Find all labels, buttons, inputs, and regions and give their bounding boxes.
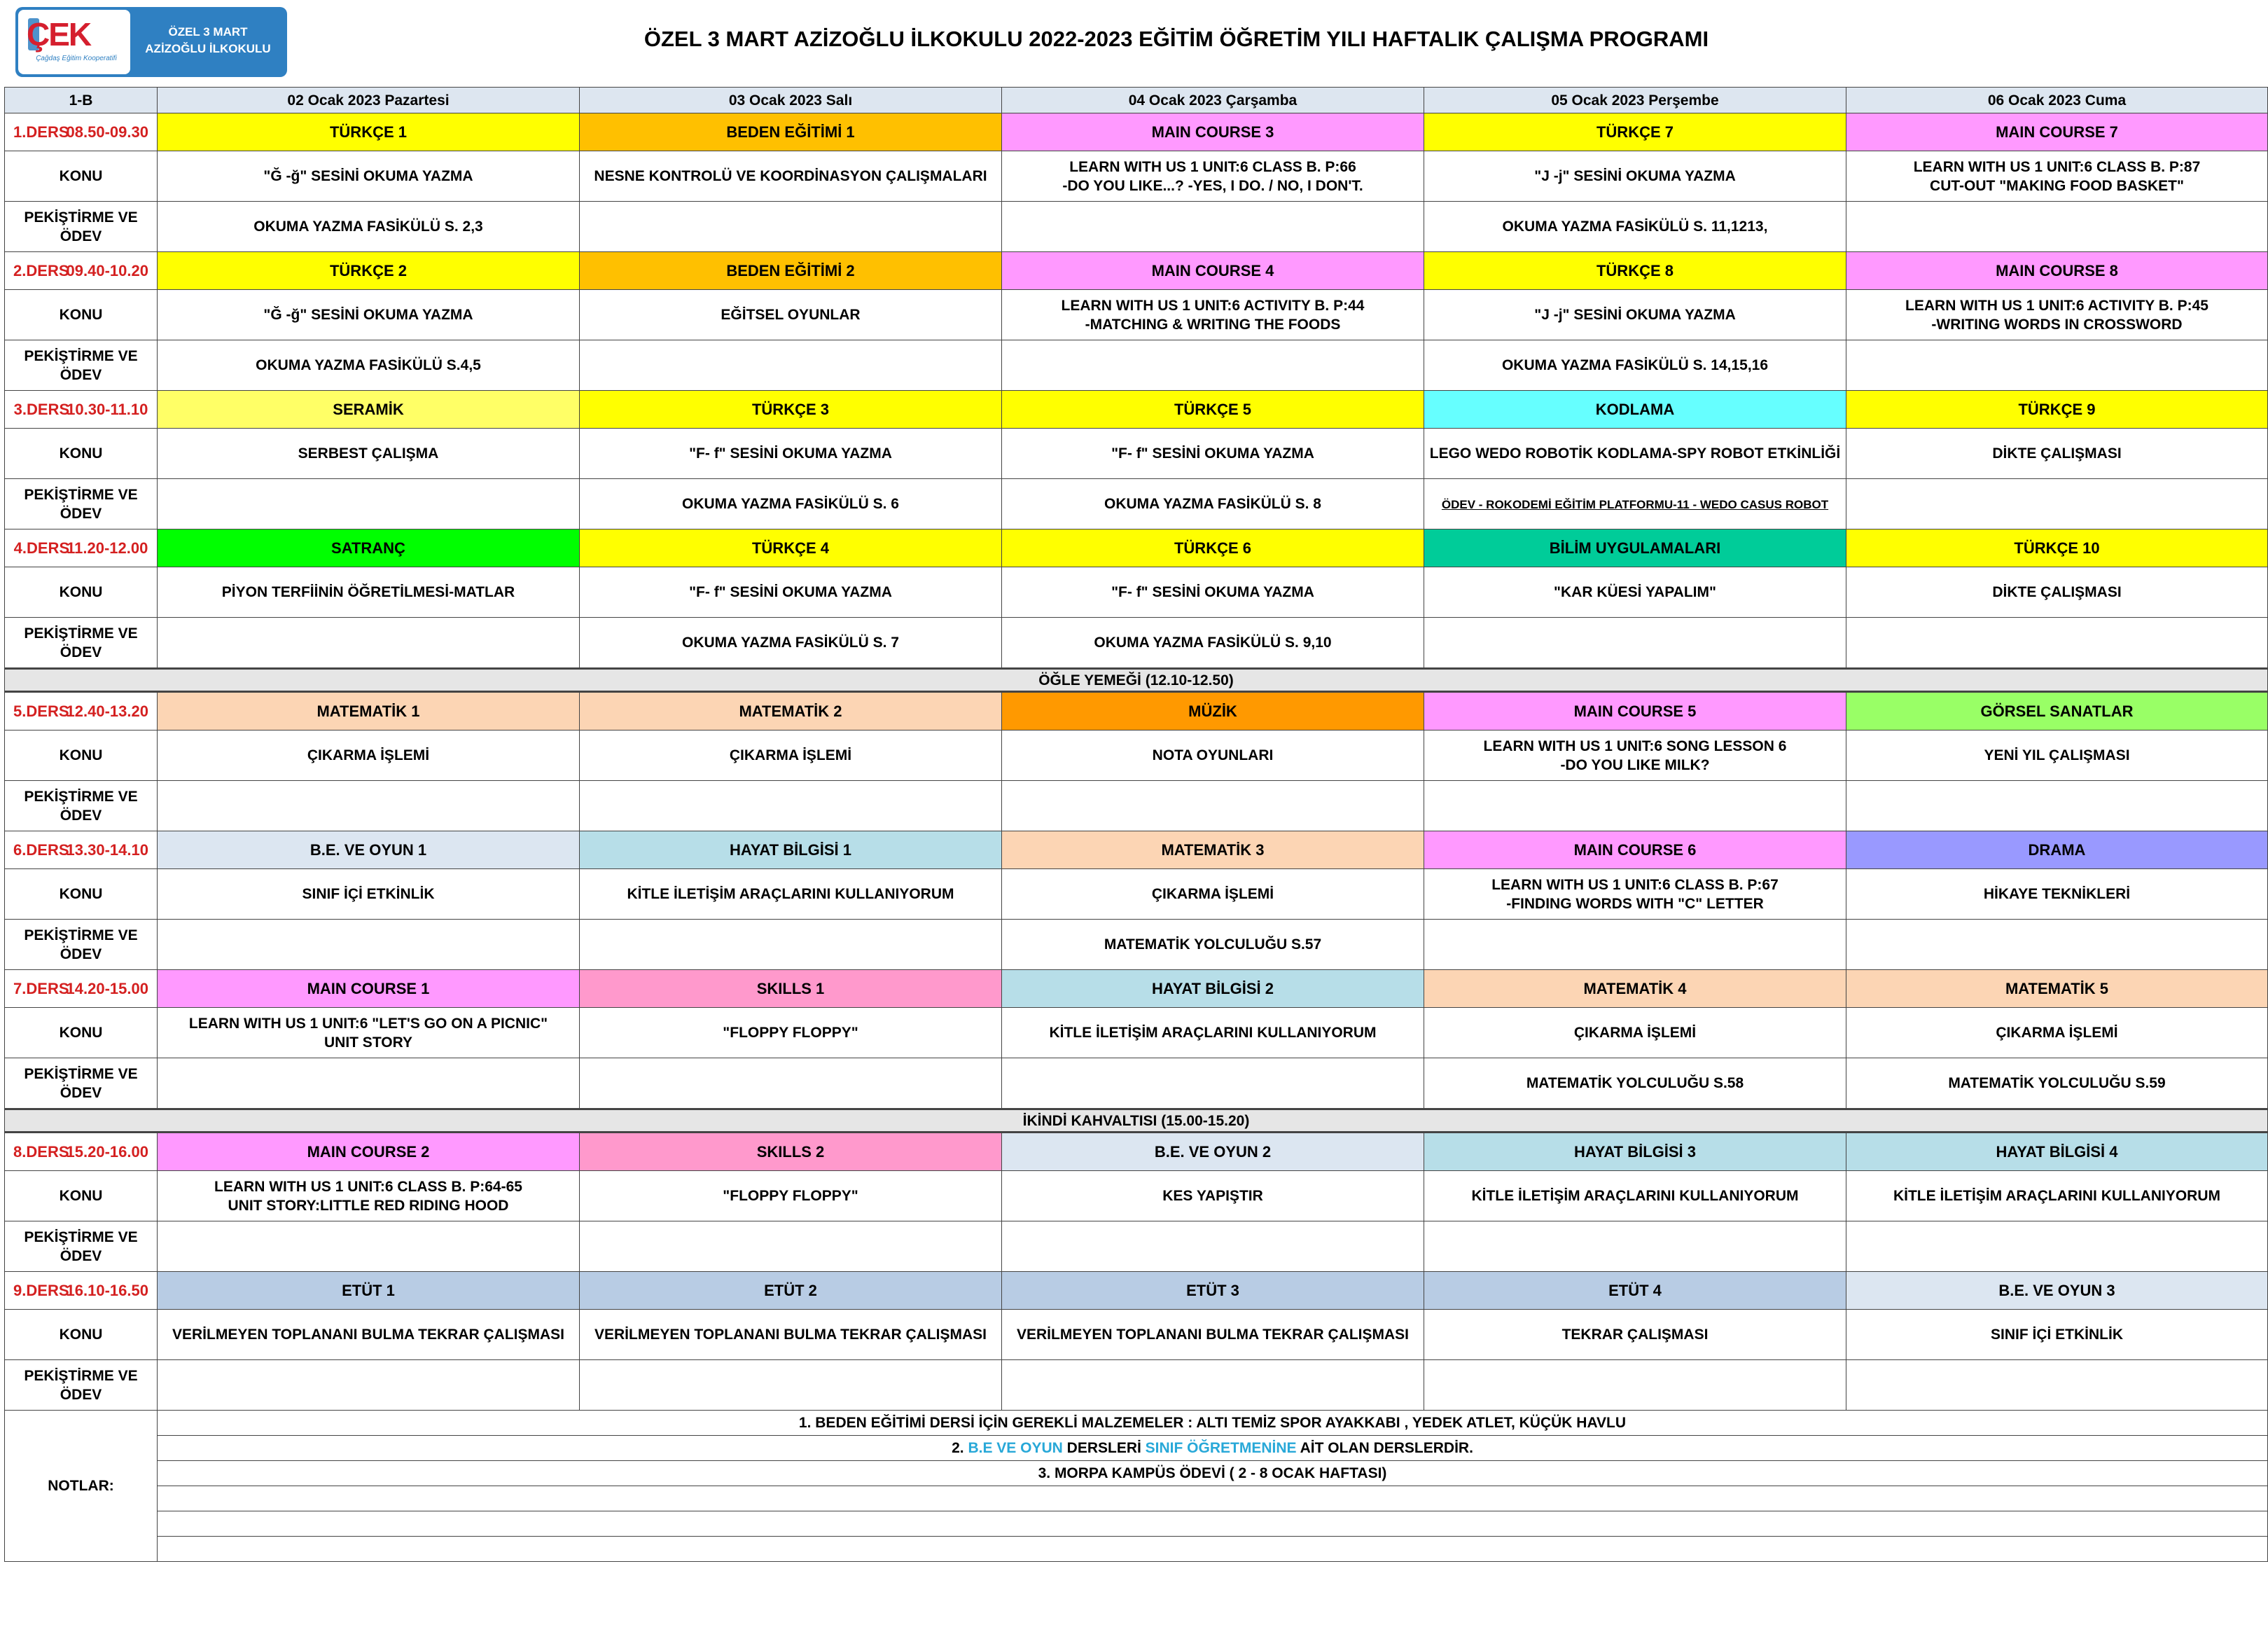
subject-cell: MATEMATİK 2 <box>580 692 1002 731</box>
homework-row <box>5 1221 2268 1272</box>
subject-cell: MAIN COURSE 6 <box>1424 831 1846 869</box>
subject-cell: MAIN COURSE 3 <box>1002 113 1424 151</box>
homework-label: PEKİŞTİRME VE ÖDEV <box>5 920 158 970</box>
notes-row <box>5 1486 2268 1511</box>
note-line: 3. MORPA KAMPÜS ÖDEVİ ( 2 - 8 OCAK HAFTASI) <box>158 1461 2268 1486</box>
period-time: 11.20-12.00 <box>67 539 148 557</box>
homework-cell <box>1424 479 1846 529</box>
day-header: 04 Ocak 2023 Çarşamba <box>1002 88 1424 113</box>
homework-cell <box>580 340 1002 391</box>
note-line: 1. BEDEN EĞİTİMİ DERSİ İÇİN GEREKLİ MALZEMELER : ALTI TEMİZ SPOR AYAKKABI , YEDEK ATLET, KÜÇÜK HAVLU <box>158 1411 2268 1436</box>
topic-cell: ÇIKARMA İŞLEMİ <box>158 731 580 781</box>
lesson-row <box>5 831 2268 869</box>
homework-cell <box>1002 1360 1424 1411</box>
subject-cell: SATRANÇ <box>158 529 580 567</box>
break-row <box>5 669 2268 692</box>
topic-cell: "J -j" SESİNİ OKUMA YAZMA <box>1424 151 1846 202</box>
notes-row <box>5 1511 2268 1537</box>
subject-cell: SKILLS 1 <box>580 970 1002 1008</box>
subject-cell: SKILLS 2 <box>580 1133 1002 1171</box>
homework-cell: OKUMA YAZMA FASİKÜLÜ S. 2,3 <box>158 202 580 252</box>
subject-cell: MAIN COURSE 4 <box>1002 252 1424 290</box>
topic-row <box>5 567 2268 618</box>
period-time: 08.50-09.30 <box>66 123 148 141</box>
topic-cell: KİTLE İLETİŞİM ARAÇLARINI KULLANIYORUM <box>580 869 1002 920</box>
homework-label: PEKİŞTİRME VE ÖDEV <box>5 1058 158 1109</box>
subject-cell: HAYAT BİLGİSİ 4 <box>1846 1133 2268 1171</box>
period-label: 2.DERS <box>13 262 69 279</box>
topic-cell: KES YAPIŞTIR <box>1002 1171 1424 1221</box>
subject-cell: TÜRKÇE 6 <box>1002 529 1424 567</box>
topic-cell: ÇIKARMA İŞLEMİ <box>1002 869 1424 920</box>
subject-cell: MATEMATİK 4 <box>1424 970 1846 1008</box>
subject-cell: DRAMA <box>1846 831 2268 869</box>
period-cell <box>5 113 158 151</box>
period-label: 5.DERS <box>13 702 69 720</box>
subject-cell: MAIN COURSE 8 <box>1846 252 2268 290</box>
lesson-row <box>5 1133 2268 1171</box>
topic-row <box>5 290 2268 340</box>
subject-cell: ETÜT 1 <box>158 1272 580 1310</box>
homework-row <box>5 1058 2268 1109</box>
subject-cell: ETÜT 2 <box>580 1272 1002 1310</box>
period-time: 16.10-16.50 <box>66 1282 148 1299</box>
day-header: 03 Ocak 2023 Salı <box>580 88 1002 113</box>
homework-cell <box>1846 618 2268 669</box>
homework-label: PEKİŞTİRME VE ÖDEV <box>5 1221 158 1272</box>
topic-label: KONU <box>5 1008 158 1058</box>
homework-label: PEKİŞTİRME VE ÖDEV <box>5 1360 158 1411</box>
homework-row <box>5 202 2268 252</box>
period-label: 6.DERS <box>13 841 69 859</box>
header-row <box>5 88 2268 113</box>
homework-cell: MATEMATİK YOLCULUĞU S.59 <box>1846 1058 2268 1109</box>
subject-cell: BEDEN EĞİTİMİ 2 <box>580 252 1002 290</box>
topic-cell: "FLOPPY FLOPPY" <box>580 1008 1002 1058</box>
homework-cell <box>580 1360 1002 1411</box>
topic-row <box>5 151 2268 202</box>
subject-cell: ETÜT 4 <box>1424 1272 1846 1310</box>
homework-cell <box>1002 340 1424 391</box>
topic-cell: KİTLE İLETİŞİM ARAÇLARINI KULLANIYORUM <box>1002 1008 1424 1058</box>
homework-cell <box>1846 920 2268 970</box>
homework-cell: OKUMA YAZMA FASİKÜLÜ S. 11,1213, <box>1424 202 1846 252</box>
subject-cell: BEDEN EĞİTİMİ 1 <box>580 113 1002 151</box>
school-logo <box>15 7 287 77</box>
topic-label: KONU <box>5 567 158 618</box>
note-fragment: B.E VE OYUN <box>968 1440 1063 1456</box>
topic-cell: SINIF İÇİ ETKİNLİK <box>1846 1310 2268 1360</box>
homework-row <box>5 781 2268 831</box>
note-fragment: 2. <box>952 1440 968 1456</box>
period-cell <box>5 970 158 1008</box>
topic-cell: EĞİTSEL OYUNLAR <box>580 290 1002 340</box>
subject-cell: B.E. VE OYUN 3 <box>1846 1272 2268 1310</box>
topic-cell: "KAR KÜESİ YAPALIM" <box>1424 567 1846 618</box>
subject-cell: HAYAT BİLGİSİ 3 <box>1424 1133 1846 1171</box>
note-line-empty <box>158 1537 2268 1562</box>
lesson-row <box>5 252 2268 290</box>
subject-cell: MATEMATİK 1 <box>158 692 580 731</box>
period-label: 9.DERS <box>13 1282 69 1299</box>
topic-cell: VERİLMEYEN TOPLANANI BULMA TEKRAR ÇALIŞMASI <box>580 1310 1002 1360</box>
note-line-empty <box>158 1511 2268 1537</box>
subject-cell: TÜRKÇE 10 <box>1846 529 2268 567</box>
topic-cell: VERİLMEYEN TOPLANANI BULMA TEKRAR ÇALIŞMASI <box>158 1310 580 1360</box>
subject-cell: HAYAT BİLGİSİ 1 <box>580 831 1002 869</box>
period-cell <box>5 529 158 567</box>
topic-cell: ÇIKARMA İŞLEMİ <box>1424 1008 1846 1058</box>
homework-cell: OKUMA YAZMA FASİKÜLÜ S. 6 <box>580 479 1002 529</box>
period-cell <box>5 1133 158 1171</box>
note-fragment: DERSLERİ <box>1062 1440 1146 1456</box>
topic-cell: LEARN WITH US 1 UNIT:6 CLASS B. P:64-65 UNIT STORY:LITTLE RED RIDING HOOD <box>158 1171 580 1221</box>
homework-cell <box>1424 920 1846 970</box>
topic-label: KONU <box>5 290 158 340</box>
period-time: 13.30-14.10 <box>66 841 148 859</box>
day-header: 06 Ocak 2023 Cuma <box>1846 88 2268 113</box>
topic-cell: "F- f" SESİNİ OKUMA YAZMA <box>1002 567 1424 618</box>
logo-school-name-line1: ÖZEL 3 MART <box>168 25 248 39</box>
topic-label: KONU <box>5 1310 158 1360</box>
period-time: 14.20-15.00 <box>66 980 148 997</box>
topic-cell: ÇIKARMA İŞLEMİ <box>580 731 1002 781</box>
topic-cell: LEARN WITH US 1 UNIT:6 CLASS B. P:67 -FINDING WORDS WITH "C" LETTER <box>1424 869 1846 920</box>
homework-row <box>5 618 2268 669</box>
homework-cell: OKUMA YAZMA FASİKÜLÜ S.4,5 <box>158 340 580 391</box>
subject-cell: SERAMİK <box>158 391 580 429</box>
topic-cell: LEARN WITH US 1 UNIT:6 CLASS B. P:87 CUT-OUT "MAKING FOOD BASKET" <box>1846 151 2268 202</box>
topic-cell: "F- f" SESİNİ OKUMA YAZMA <box>580 567 1002 618</box>
subject-cell: TÜRKÇE 3 <box>580 391 1002 429</box>
topic-cell: "J -j" SESİNİ OKUMA YAZMA <box>1424 290 1846 340</box>
homework-cell <box>580 920 1002 970</box>
topic-cell: VERİLMEYEN TOPLANANI BULMA TEKRAR ÇALIŞMASI <box>1002 1310 1424 1360</box>
subject-cell: MATEMATİK 3 <box>1002 831 1424 869</box>
period-label: 1.DERS <box>13 123 69 141</box>
subject-cell: GÖRSEL SANATLAR <box>1846 692 2268 731</box>
notes-label: NOTLAR: <box>5 1411 158 1562</box>
topic-cell: HİKAYE TEKNİKLERİ <box>1846 869 2268 920</box>
homework-row <box>5 920 2268 970</box>
period-label: 8.DERS <box>13 1143 69 1161</box>
subject-cell: TÜRKÇE 2 <box>158 252 580 290</box>
period-time: 15.20-16.00 <box>66 1143 148 1161</box>
subject-cell: TÜRKÇE 1 <box>158 113 580 151</box>
homework-cell <box>1002 1058 1424 1109</box>
topic-row <box>5 731 2268 781</box>
homework-cell <box>1424 1360 1846 1411</box>
logo-school-name <box>133 24 283 57</box>
logo-emblem <box>18 10 130 74</box>
notes-row <box>5 1436 2268 1461</box>
topic-cell: NESNE KONTROLÜ VE KOORDİNASYON ÇALIŞMALARI <box>580 151 1002 202</box>
topic-label: KONU <box>5 429 158 479</box>
homework-row <box>5 1360 2268 1411</box>
subject-cell: KODLAMA <box>1424 391 1846 429</box>
subject-cell: HAYAT BİLGİSİ 2 <box>1002 970 1424 1008</box>
homework-label: PEKİŞTİRME VE ÖDEV <box>5 781 158 831</box>
homework-cell: OKUMA YAZMA FASİKÜLÜ S. 8 <box>1002 479 1424 529</box>
weekly-schedule-table <box>4 87 2268 1562</box>
notes-row <box>5 1461 2268 1486</box>
period-label: 3.DERS <box>13 401 70 418</box>
note-fragment: SINIF ÖĞRETMENİNE <box>1145 1440 1297 1456</box>
topic-cell: LEGO WEDO ROBOTİK KODLAMA-SPY ROBOT ETKİNLİĞİ <box>1424 429 1846 479</box>
day-header: 02 Ocak 2023 Pazartesi <box>158 88 580 113</box>
homework-cell <box>158 479 580 529</box>
topic-label: KONU <box>5 151 158 202</box>
period-time: 10.30-11.10 <box>67 401 148 418</box>
topic-cell: YENİ YIL ÇALIŞMASI <box>1846 731 2268 781</box>
homework-row <box>5 479 2268 529</box>
period-cell <box>5 831 158 869</box>
homework-cell <box>580 781 1002 831</box>
note-line <box>158 1436 2268 1461</box>
topic-row <box>5 869 2268 920</box>
lesson-row <box>5 970 2268 1008</box>
topic-cell: KİTLE İLETİŞİM ARAÇLARINI KULLANIYORUM <box>1846 1171 2268 1221</box>
homework-cell <box>1424 781 1846 831</box>
homework-cell <box>158 1058 580 1109</box>
topic-cell: LEARN WITH US 1 UNIT:6 SONG LESSON 6 -DO YOU LIKE MILK? <box>1424 731 1846 781</box>
lesson-row <box>5 113 2268 151</box>
note-line-empty <box>158 1486 2268 1511</box>
topic-cell: KİTLE İLETİŞİM ARAÇLARINI KULLANIYORUM <box>1424 1171 1846 1221</box>
period-cell <box>5 692 158 731</box>
topic-cell: ÇIKARMA İŞLEMİ <box>1846 1008 2268 1058</box>
subject-cell: MAIN COURSE 1 <box>158 970 580 1008</box>
topic-cell: LEARN WITH US 1 UNIT:6 ACTIVITY B. P:45 -WRITING WORDS IN CROSSWORD <box>1846 290 2268 340</box>
topic-label: KONU <box>5 869 158 920</box>
period-cell <box>5 252 158 290</box>
topic-cell: NOTA OYUNLARI <box>1002 731 1424 781</box>
homework-cell: MATEMATİK YOLCULUĞU S.58 <box>1424 1058 1846 1109</box>
page-title: ÖZEL 3 MART AZİZOĞLU İLKOKULU 2022-2023 EĞİTİM ÖĞRETİM YILI HAFTALIK ÇALIŞMA PROGRAMI <box>643 27 1709 51</box>
subject-cell: TÜRKÇE 8 <box>1424 252 1846 290</box>
topic-row <box>5 429 2268 479</box>
topic-cell: DİKTE ÇALIŞMASI <box>1846 429 2268 479</box>
topic-cell: SINIF İÇİ ETKİNLİK <box>158 869 580 920</box>
topic-cell: LEARN WITH US 1 UNIT:6 CLASS B. P:66 -DO YOU LIKE...? -YES, I DO. / NO, I DON'T. <box>1002 151 1424 202</box>
homework-cell <box>158 1360 580 1411</box>
homework-cell: OKUMA YAZMA FASİKÜLÜ S. 9,10 <box>1002 618 1424 669</box>
topic-row <box>5 1008 2268 1058</box>
logo-subtitle: Çağdaş Eğitim Kooperatifi <box>36 55 117 62</box>
topic-cell: "Ğ -ğ" SESİNİ OKUMA YAZMA <box>158 290 580 340</box>
homework-cell <box>158 618 580 669</box>
subject-cell: B.E. VE OYUN 1 <box>158 831 580 869</box>
period-label: 4.DERS <box>13 539 70 557</box>
homework-cell <box>1424 1221 1846 1272</box>
homework-cell <box>580 202 1002 252</box>
subject-cell: MÜZİK <box>1002 692 1424 731</box>
homework-cell <box>1846 202 2268 252</box>
homework-cell: MATEMATİK YOLCULUĞU S.57 <box>1002 920 1424 970</box>
topic-cell: DİKTE ÇALIŞMASI <box>1846 567 2268 618</box>
homework-cell <box>1846 781 2268 831</box>
homework-cell <box>580 1058 1002 1109</box>
subject-cell: BİLİM UYGULAMALARI <box>1424 529 1846 567</box>
topic-cell: SERBEST ÇALIŞMA <box>158 429 580 479</box>
notes-row <box>5 1411 2268 1436</box>
subject-cell: B.E. VE OYUN 2 <box>1002 1133 1424 1171</box>
homework-row <box>5 340 2268 391</box>
homework-cell: OKUMA YAZMA FASİKÜLÜ S. 14,15,16 <box>1424 340 1846 391</box>
period-cell <box>5 391 158 429</box>
subject-cell: TÜRKÇE 4 <box>580 529 1002 567</box>
homework-cell <box>1002 1221 1424 1272</box>
period-cell <box>5 1272 158 1310</box>
subject-cell: TÜRKÇE 5 <box>1002 391 1424 429</box>
period-time: 12.40-13.20 <box>66 702 148 720</box>
homework-cell <box>1424 618 1846 669</box>
homework-cell <box>1846 340 2268 391</box>
break-label: ÖĞLE YEMEĞİ (12.10-12.50) <box>5 669 2268 692</box>
subject-cell: TÜRKÇE 9 <box>1846 391 2268 429</box>
logo-school-name-line2: AZİZOĞLU İLKOKULU <box>145 42 271 55</box>
topic-cell: PİYON TERFİİNİN ÖĞRETİLMESİ-MATLAR <box>158 567 580 618</box>
homework-cell: OKUMA YAZMA FASİKÜLÜ S. 7 <box>580 618 1002 669</box>
homework-cell <box>158 1221 580 1272</box>
class-name: 1-B <box>5 88 158 113</box>
subject-cell: MAIN COURSE 7 <box>1846 113 2268 151</box>
topic-row <box>5 1310 2268 1360</box>
homework-cell <box>158 781 580 831</box>
lesson-row <box>5 1272 2268 1310</box>
topic-label: KONU <box>5 1171 158 1221</box>
period-time: 09.40-10.20 <box>66 262 148 279</box>
homework-label: PEKİŞTİRME VE ÖDEV <box>5 479 158 529</box>
lesson-row <box>5 692 2268 731</box>
topic-cell: LEARN WITH US 1 UNIT:6 "LET'S GO ON A PICNIC" UNIT STORY <box>158 1008 580 1058</box>
topic-cell: "Ğ -ğ" SESİNİ OKUMA YAZMA <box>158 151 580 202</box>
logo-mark: ÇEK <box>27 16 91 53</box>
break-label: İKİNDİ KAHVALTISI (15.00-15.20) <box>5 1109 2268 1133</box>
note-fragment: AİT OLAN DERSLERDİR. <box>1296 1440 1473 1456</box>
topic-cell: "FLOPPY FLOPPY" <box>580 1171 1002 1221</box>
homework-link[interactable]: ÖDEV - ROKODEMİ EĞİTİM PLATFORMU-11 - WEDO CASUS ROBOT <box>1441 497 1829 511</box>
homework-cell <box>1846 1360 2268 1411</box>
topic-cell: TEKRAR ÇALIŞMASI <box>1424 1310 1846 1360</box>
homework-cell <box>1846 479 2268 529</box>
topic-cell: "F- f" SESİNİ OKUMA YAZMA <box>1002 429 1424 479</box>
lesson-row <box>5 529 2268 567</box>
homework-cell <box>1002 202 1424 252</box>
topic-label: KONU <box>5 731 158 781</box>
homework-label: PEKİŞTİRME VE ÖDEV <box>5 340 158 391</box>
subject-cell: MAIN COURSE 2 <box>158 1133 580 1171</box>
day-header: 05 Ocak 2023 Perşembe <box>1424 88 1846 113</box>
topic-row <box>5 1171 2268 1221</box>
subject-cell: ETÜT 3 <box>1002 1272 1424 1310</box>
topic-cell: "F- f" SESİNİ OKUMA YAZMA <box>580 429 1002 479</box>
period-label: 7.DERS <box>13 980 69 997</box>
homework-cell <box>1846 1221 2268 1272</box>
homework-label: PEKİŞTİRME VE ÖDEV <box>5 202 158 252</box>
subject-cell: TÜRKÇE 7 <box>1424 113 1846 151</box>
subject-cell: MATEMATİK 5 <box>1846 970 2268 1008</box>
topic-cell: LEARN WITH US 1 UNIT:6 ACTIVITY B. P:44 -MATCHING & WRITING THE FOODS <box>1002 290 1424 340</box>
break-row <box>5 1109 2268 1133</box>
homework-label: PEKİŞTİRME VE ÖDEV <box>5 618 158 669</box>
homework-cell <box>158 920 580 970</box>
lesson-row <box>5 391 2268 429</box>
notes-row <box>5 1537 2268 1562</box>
homework-cell <box>580 1221 1002 1272</box>
subject-cell: MAIN COURSE 5 <box>1424 692 1846 731</box>
homework-cell <box>1002 781 1424 831</box>
